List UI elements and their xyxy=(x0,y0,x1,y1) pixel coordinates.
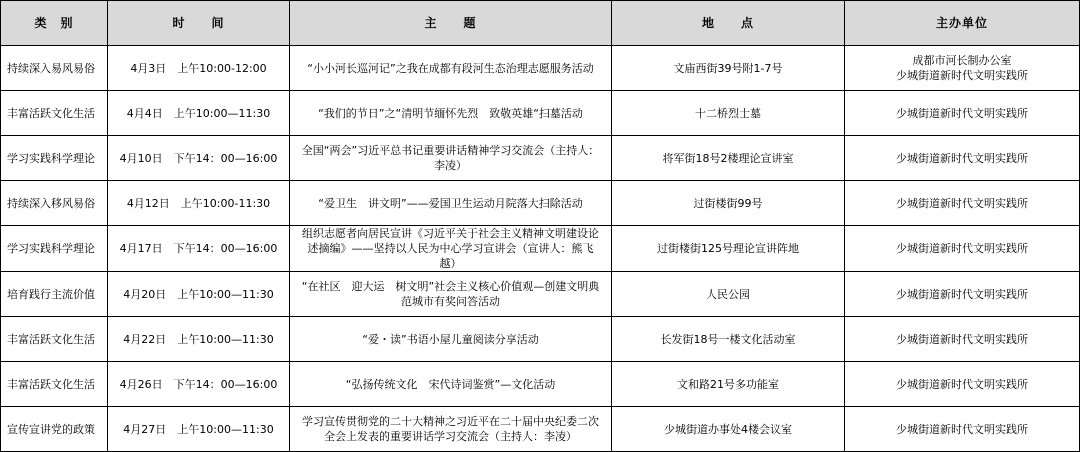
cell-category: 学习实践科学理论 xyxy=(1,136,108,181)
table-row xyxy=(1,272,1080,317)
cell-topic: “弘扬传统文化 宋代诗词鉴赏”—文化活动 xyxy=(290,362,612,407)
cell-time: 4月17日 下午14：00—16:00 xyxy=(108,226,290,272)
cell-organizer: 少城街道新时代文明实践所 xyxy=(845,272,1080,317)
cell-organizer: 少城街道新时代文明实践所 xyxy=(845,317,1080,362)
cell-time: 4月12日 上午10:00-11:30 xyxy=(108,181,290,226)
header-row xyxy=(1,1,1080,46)
header-topic: 主 题 xyxy=(290,1,612,46)
header-organizer: 主办单位 xyxy=(845,1,1080,46)
cell-place: 少城街道办事处4楼会议室 xyxy=(612,407,845,452)
cell-place: 将军街18号2楼理论宣讲室 xyxy=(612,136,845,181)
cell-topic: “爱・读”书语小屋儿童阅读分享活动 xyxy=(290,317,612,362)
cell-place: 过街楼街125号理论宣讲阵地 xyxy=(612,226,845,272)
cell-organizer: 少城街道新时代文明实践所 xyxy=(845,181,1080,226)
cell-organizer: 少城街道新时代文明实践所 xyxy=(845,407,1080,452)
table-row xyxy=(1,91,1080,136)
cell-time: 4月20日 上午10:00—11:30 xyxy=(108,272,290,317)
cell-place: 文和路21号多功能室 xyxy=(612,362,845,407)
cell-time: 4月26日 下午14：00—16:00 xyxy=(108,362,290,407)
cell-category: 丰富活跃文化生活 xyxy=(1,317,108,362)
cell-time: 4月3日 上午10:00-12:00 xyxy=(108,46,290,91)
cell-topic: “小小河长巡河记”之我在成都有段河生态治理志愿服务活动 xyxy=(290,46,612,91)
cell-category: 丰富活跃文化生活 xyxy=(1,91,108,136)
cell-time: 4月4日 上午10:00—11:30 xyxy=(108,91,290,136)
cell-category: 丰富活跃文化生活 xyxy=(1,362,108,407)
cell-organizer: 少城街道新时代文明实践所 xyxy=(845,362,1080,407)
cell-place: 文庙西街39号附1-7号 xyxy=(612,46,845,91)
cell-organizer: 少城街道新时代文明实践所 xyxy=(845,91,1080,136)
cell-topic: 组织志愿者向居民宣讲《习近平关于社会主义精神文明建设论述摘编》——坚持以人民为中心学习宣讲会（宣讲人：熊飞越） xyxy=(290,226,612,272)
header-place: 地 点 xyxy=(612,1,845,46)
table-row xyxy=(1,136,1080,181)
cell-topic: “我们的节日”之“清明节缅怀先烈 致敬英雄“扫墓活动 xyxy=(290,91,612,136)
cell-place: 长发街18号一楼文化活动室 xyxy=(612,317,845,362)
table-row xyxy=(1,226,1080,272)
header-time: 时 间 xyxy=(108,1,290,46)
table-row xyxy=(1,181,1080,226)
cell-place: 过街楼街99号 xyxy=(612,181,845,226)
cell-category: 宣传宣讲党的政策 xyxy=(1,407,108,452)
cell-topic: 学习宣传贯彻党的二十大精神之习近平在二十届中央纪委二次全会上发表的重要讲话学习交流会（主持人：李凌） xyxy=(290,407,612,452)
cell-place: 人民公园 xyxy=(612,272,845,317)
cell-time: 4月10日 下午14：00—16:00 xyxy=(108,136,290,181)
cell-organizer: 少城街道新时代文明实践所 xyxy=(845,226,1080,272)
cell-topic: “在社区 迎大运 树文明”社会主义核心价值观—创建文明典范城市有奖问答活动 xyxy=(290,272,612,317)
cell-place: 十二桥烈士墓 xyxy=(612,91,845,136)
cell-topic: 全国“两会”习近平总书记重要讲话精神学习交流会（主持人：李凌） xyxy=(290,136,612,181)
cell-category: 学习实践科学理论 xyxy=(1,226,108,272)
table-body xyxy=(1,46,1080,452)
cell-organizer: 少城街道新时代文明实践所 xyxy=(845,136,1080,181)
cell-topic: “爱卫生 讲文明”——爱国卫生运动月院落大扫除活动 xyxy=(290,181,612,226)
table-row xyxy=(1,407,1080,452)
table-row xyxy=(1,317,1080,362)
table-row xyxy=(1,362,1080,407)
cell-category: 持续深入移风易俗 xyxy=(1,181,108,226)
table-row xyxy=(1,46,1080,91)
header-category: 类 别 xyxy=(1,1,108,46)
cell-time: 4月27日 上午10:00—11:30 xyxy=(108,407,290,452)
cell-time: 4月22日 上午10:00—11:30 xyxy=(108,317,290,362)
cell-organizer: 成都市河长制办公室 少城街道新时代文明实践所 xyxy=(845,46,1080,91)
cell-category: 培育践行主流价值 xyxy=(1,272,108,317)
cell-category: 持续深入易风易俗 xyxy=(1,46,108,91)
